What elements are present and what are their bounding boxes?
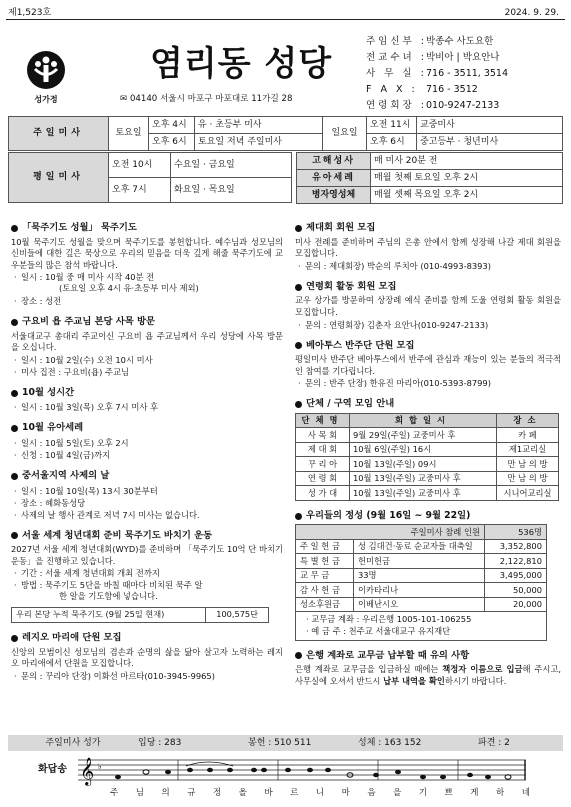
notice-altar [295, 222, 561, 272]
table-row: 사 목 회 9월 29일(주일) 교중미사 후 카 페 [296, 428, 559, 443]
bullet-icon [11, 425, 18, 432]
info-row: 전교수녀 : 박비아 | 박요안나 [366, 51, 500, 63]
bullet-icon [11, 225, 18, 232]
notice-item: · 일시 : 10월 3일(목) 오후 7시 미사 후 [11, 401, 283, 413]
notice-item: · 신청 : 10월 4일(금)까지 [11, 449, 283, 461]
holy-family-logo-icon [26, 50, 66, 90]
flat-icon: ♭ [98, 762, 102, 771]
notice-body: 서울대교구 총대리 주교이신 구요비 욥 주교님께서 우리 성당에 사목 방문을 오십니다. [11, 330, 283, 353]
mass-desc: 교중미사 [417, 117, 563, 134]
notice-accompanist [295, 340, 561, 390]
notice-legio [11, 632, 283, 682]
sacrament-name: 유아세례 [297, 170, 371, 187]
table-row: 제 대 회 10월 6일(주일) 16시 제1교리실 [296, 442, 559, 457]
table-row: 꾸 리 아 10월 13일(주일) 09시 만 남 의 방 [296, 457, 559, 472]
notice-item: · 일시 : 10월 중 매 미사 시작 40분 전 [11, 271, 283, 283]
account-number: · 교무금 계좌 : 우리은행 1005-101-106255 [306, 614, 472, 625]
bullet-icon [295, 652, 302, 659]
notice-item: · 문의 : 연령회장) 김춘자 요안나(010-9247-2133) [295, 319, 561, 331]
notice-title: 레지오 마리애 단원 모집 [22, 631, 122, 643]
notice-body: 2027년 서울 세계 청년대회(WYD)를 준비하며 「묵주기도 10억 단 바치기 운동」을 진행하고 있습니다. [11, 544, 283, 566]
notice-title: 연령회 활동 회원 모집 [306, 280, 397, 292]
donations-table [295, 524, 547, 640]
mass-days: 수요일 · 금요일 [171, 153, 292, 178]
notice-title: 제대회 회원 모집 [306, 222, 376, 233]
mass-desc: 중고등부 · 청년미사 [417, 134, 563, 151]
table-row: 특 별 헌 금 헌미헌금 2,122,810 [296, 554, 547, 569]
hymn-communion: 성체 : 163 152 [358, 737, 422, 748]
treble-clef-icon: 𝄞 [80, 757, 95, 785]
issue-number: 제1,523호 [8, 8, 52, 18]
bullet-icon [11, 532, 18, 539]
table-row: 성소후원금 이베난시오 20,000 [296, 597, 547, 612]
notice-item: · 문의 : 반주 단장) 한유진 마리아(010-5393-8799) [295, 377, 561, 389]
sacrament-name: 병자영성체 [297, 187, 371, 204]
info-row: 주임신부 : 박종수 사도요한 [366, 35, 494, 47]
sacraments-table [296, 152, 563, 204]
bullet-icon [295, 284, 302, 291]
notice-title: 베아투스 반주단 단원 모집 [306, 339, 415, 351]
sunday-mass-label: 주일미사 [9, 117, 109, 151]
logo-caption: 성가정 [34, 95, 58, 105]
hymn-dismissal: 파견 : 2 [478, 737, 510, 748]
notice-bank [295, 650, 561, 688]
notice-item: · 문의 : 제대회장) 박순의 루치아 (010-4993-8393) [295, 260, 561, 272]
notice-item: · 일시 : 10월 10일(목) 13시 30분부터 [11, 485, 283, 497]
hymn-offertory: 봉헌 : 510 511 [248, 737, 312, 748]
right-column [295, 222, 561, 696]
bullet-icon [11, 390, 18, 397]
bullet-icon [295, 225, 302, 232]
mass-desc: 유 · 초등부 미사 [195, 117, 323, 134]
bullet-icon [295, 513, 302, 520]
table-row: 감 사 헌 금 이카타리나 50,000 [296, 583, 547, 598]
notice-rosary [11, 222, 283, 307]
groups-table [295, 413, 559, 501]
mass-days: 화요일 · 목요일 [171, 178, 292, 203]
notice-baptism [11, 422, 283, 461]
mass-time: 오후 4시 [149, 117, 195, 134]
saturday-label: 토요일 [109, 117, 149, 151]
parish-info [366, 34, 508, 114]
psalm-score [78, 752, 526, 790]
sacrament-time: 매월 첫째 토요일 오후 2시 [371, 170, 563, 187]
notice-holy-hour [11, 387, 283, 414]
account-holder: · 예 금 주 : 천주교 서울대교구 유지재단 [306, 626, 451, 637]
sacrament-time: 매 미사 20분 전 [371, 153, 563, 170]
notice-body: 평일미사 반주단 베아투스에서 반주에 관심과 재능이 있는 분들의 적극적인 참여를 기다립니다. [295, 354, 561, 376]
notice-item: · 방법 : 묵주기도 5단을 바칠 때마다 비치된 묵주 알 [11, 579, 283, 591]
notice-item: · 일시 : 10월 5일(토) 오후 2시 [11, 437, 283, 449]
table-row: 연 령 회 10월 13일(주일) 교중미사 후 만 남 의 방 [296, 471, 559, 486]
notice-title: 「묵주기도 성월」 묵주기도 [22, 222, 137, 233]
rosary-total-label: 우리 본당 누적 묵주기도 (9월 25일 현재) [12, 607, 206, 622]
notice-title: 서울 세계 청년대회 준비 묵주기도 바치기 운동 [22, 529, 213, 541]
table-header: 회합일시 [350, 413, 497, 428]
bullet-icon [295, 342, 302, 349]
header-rule [6, 19, 565, 20]
notice-groups [295, 398, 561, 501]
hymn-entry: 입당 : 283 [138, 737, 182, 748]
weekday-mass-table [8, 152, 292, 203]
notice-body: 신앙의 모범이신 성모님의 겸손과 순명의 삶을 닮아 살고자 노력하는 레지오 마리애에서 단원을 모집합니다. [11, 646, 283, 669]
attendance-label: 주일미사 참례 인원 [296, 525, 485, 540]
notice-title: 10월 성시간 [22, 386, 75, 398]
bullet-icon [11, 473, 18, 480]
psalm-label: 화답송 [38, 764, 67, 775]
bullet-icon [295, 401, 302, 408]
notice-title: 구요비 욥 주교님 본당 사목 방문 [22, 316, 155, 328]
notice-item: 한 알을 기도함에 넣습니다. [59, 591, 158, 602]
mass-time: 오후 6시 [149, 134, 195, 151]
notice-item: · 사제의 날 행사 관계로 저녁 7시 미사는 없습니다. [11, 509, 283, 521]
info-row: F A X : 716 - 3512 [366, 83, 478, 95]
notice-item: (토요일 오후 4시 유·초등부 미사 제외) [59, 283, 199, 294]
mass-time: 오전 11시 [367, 117, 417, 134]
notice-item: · 문의 : 꾸리아 단장) 이화선 마르타(010-3945-9965) [11, 670, 283, 682]
notice-item: · 일시 : 10월 2일(수) 오전 10시 미사 [11, 354, 283, 366]
weekday-mass-label: 평일미사 [9, 153, 109, 203]
mass-time: 오후 7시 [109, 178, 171, 203]
notice-item: · 장소 : 혜화동성당 [11, 497, 283, 509]
hymn-bar [8, 735, 563, 751]
parish-name: 염리동 성당 [150, 44, 333, 84]
sunday-label: 일요일 [323, 117, 367, 151]
notes [115, 768, 511, 779]
mass-time: 오후 6시 [367, 134, 417, 151]
notice-title: 은행 계좌로 교무금 납부할 때 유의 사항 [306, 649, 470, 661]
sunday-mass-table [8, 116, 563, 151]
table-row: 성 가 대 10월 13일(주일) 교중미사 후 시니어교리실 [296, 486, 559, 501]
notice-item: · 미사 집전 : 구요비(욥) 주교님 [11, 366, 283, 378]
notice-wyd [11, 530, 283, 623]
info-row: 사 무 실 : 716 - 3511, 3514 [366, 67, 508, 79]
attendance-value: 536명 [485, 525, 547, 540]
psalm-lyrics: 주 님 의 규 정 올 바 르 니 마 음 을 기 쁘 게 하 네 [110, 788, 530, 798]
table-header: 단체명 [296, 413, 350, 428]
notice-body: 10월 묵주기도 성월을 맞으며 묵주기도를 봉헌합니다. 예수님과 성모님의 신비들에 대한 깊은 묵상으로 우리의 믿음을 더욱 깊게 해줄 묵주기도에 교우분들의 많은 참석 바랍니다. [11, 236, 283, 270]
notice-priests-day [11, 470, 283, 521]
notice-title: 단체 / 구역 모임 안내 [306, 398, 395, 410]
sacrament-time: 매월 셋째 목요일 오후 2시 [371, 187, 563, 204]
parish-address: ✉ 04140 서울시 마포구 마포대로 11가길 28 [120, 94, 293, 104]
table-header: 장소 [497, 413, 559, 428]
notice-body: 교우 상가를 방문하여 상장례 예식 준비를 함께 도울 연령회 활동 회원을 모집합니다. [295, 295, 561, 317]
info-row: 연령회장 : 010-9247-2133 [366, 99, 500, 111]
notice-body: 은행 계좌로 교무금을 입금하실 때에는 책정자 이름으로 입금해 주시고, 사무실에 오셔서 반드시 납부 내역을 확인하시기 바랍니다. [295, 664, 561, 686]
notice-item: · 기간 : 서울 세계 청년대회 개최 전까지 [11, 567, 283, 579]
mass-desc: 토요일 저녁 주일미사 [195, 134, 323, 151]
notice-donations [295, 510, 561, 641]
notice-bishop [11, 316, 283, 378]
sacrament-name: 고해성사 [297, 153, 371, 170]
mail-icon: ✉ [120, 94, 128, 104]
parish-logo [26, 50, 66, 106]
notice-title: 10월 유아세례 [22, 422, 84, 434]
bullet-icon [11, 319, 18, 326]
hymn-label: 주일미사 성가 [45, 737, 101, 748]
issue-date: 2024. 9. 29. [504, 8, 559, 18]
notice-body: 미사 전례를 준비하며 주님의 은총 안에서 함께 성장해 나갈 제대 회원을 모집합니다. [295, 236, 561, 259]
table-row: 교 무 금 33명 3,495,000 [296, 568, 547, 583]
notice-funeral [295, 281, 561, 331]
notice-title: 우리들의 정성 (9월 16일 ~ 9월 22일) [306, 509, 471, 521]
table-row: 주 일 헌 금 성 김대건·동료 순교자들 대축일 3,352,800 [296, 539, 547, 554]
rosary-total-value: 100,575단 [206, 607, 269, 622]
bullet-icon [11, 635, 18, 642]
rosary-total-table [11, 607, 269, 623]
account-info [296, 612, 547, 640]
notice-title: 중서울지역 사제의 날 [22, 469, 110, 481]
left-column [11, 222, 283, 691]
mass-time: 오전 10시 [109, 153, 171, 178]
notice-item: · 장소 : 성전 [11, 295, 283, 307]
